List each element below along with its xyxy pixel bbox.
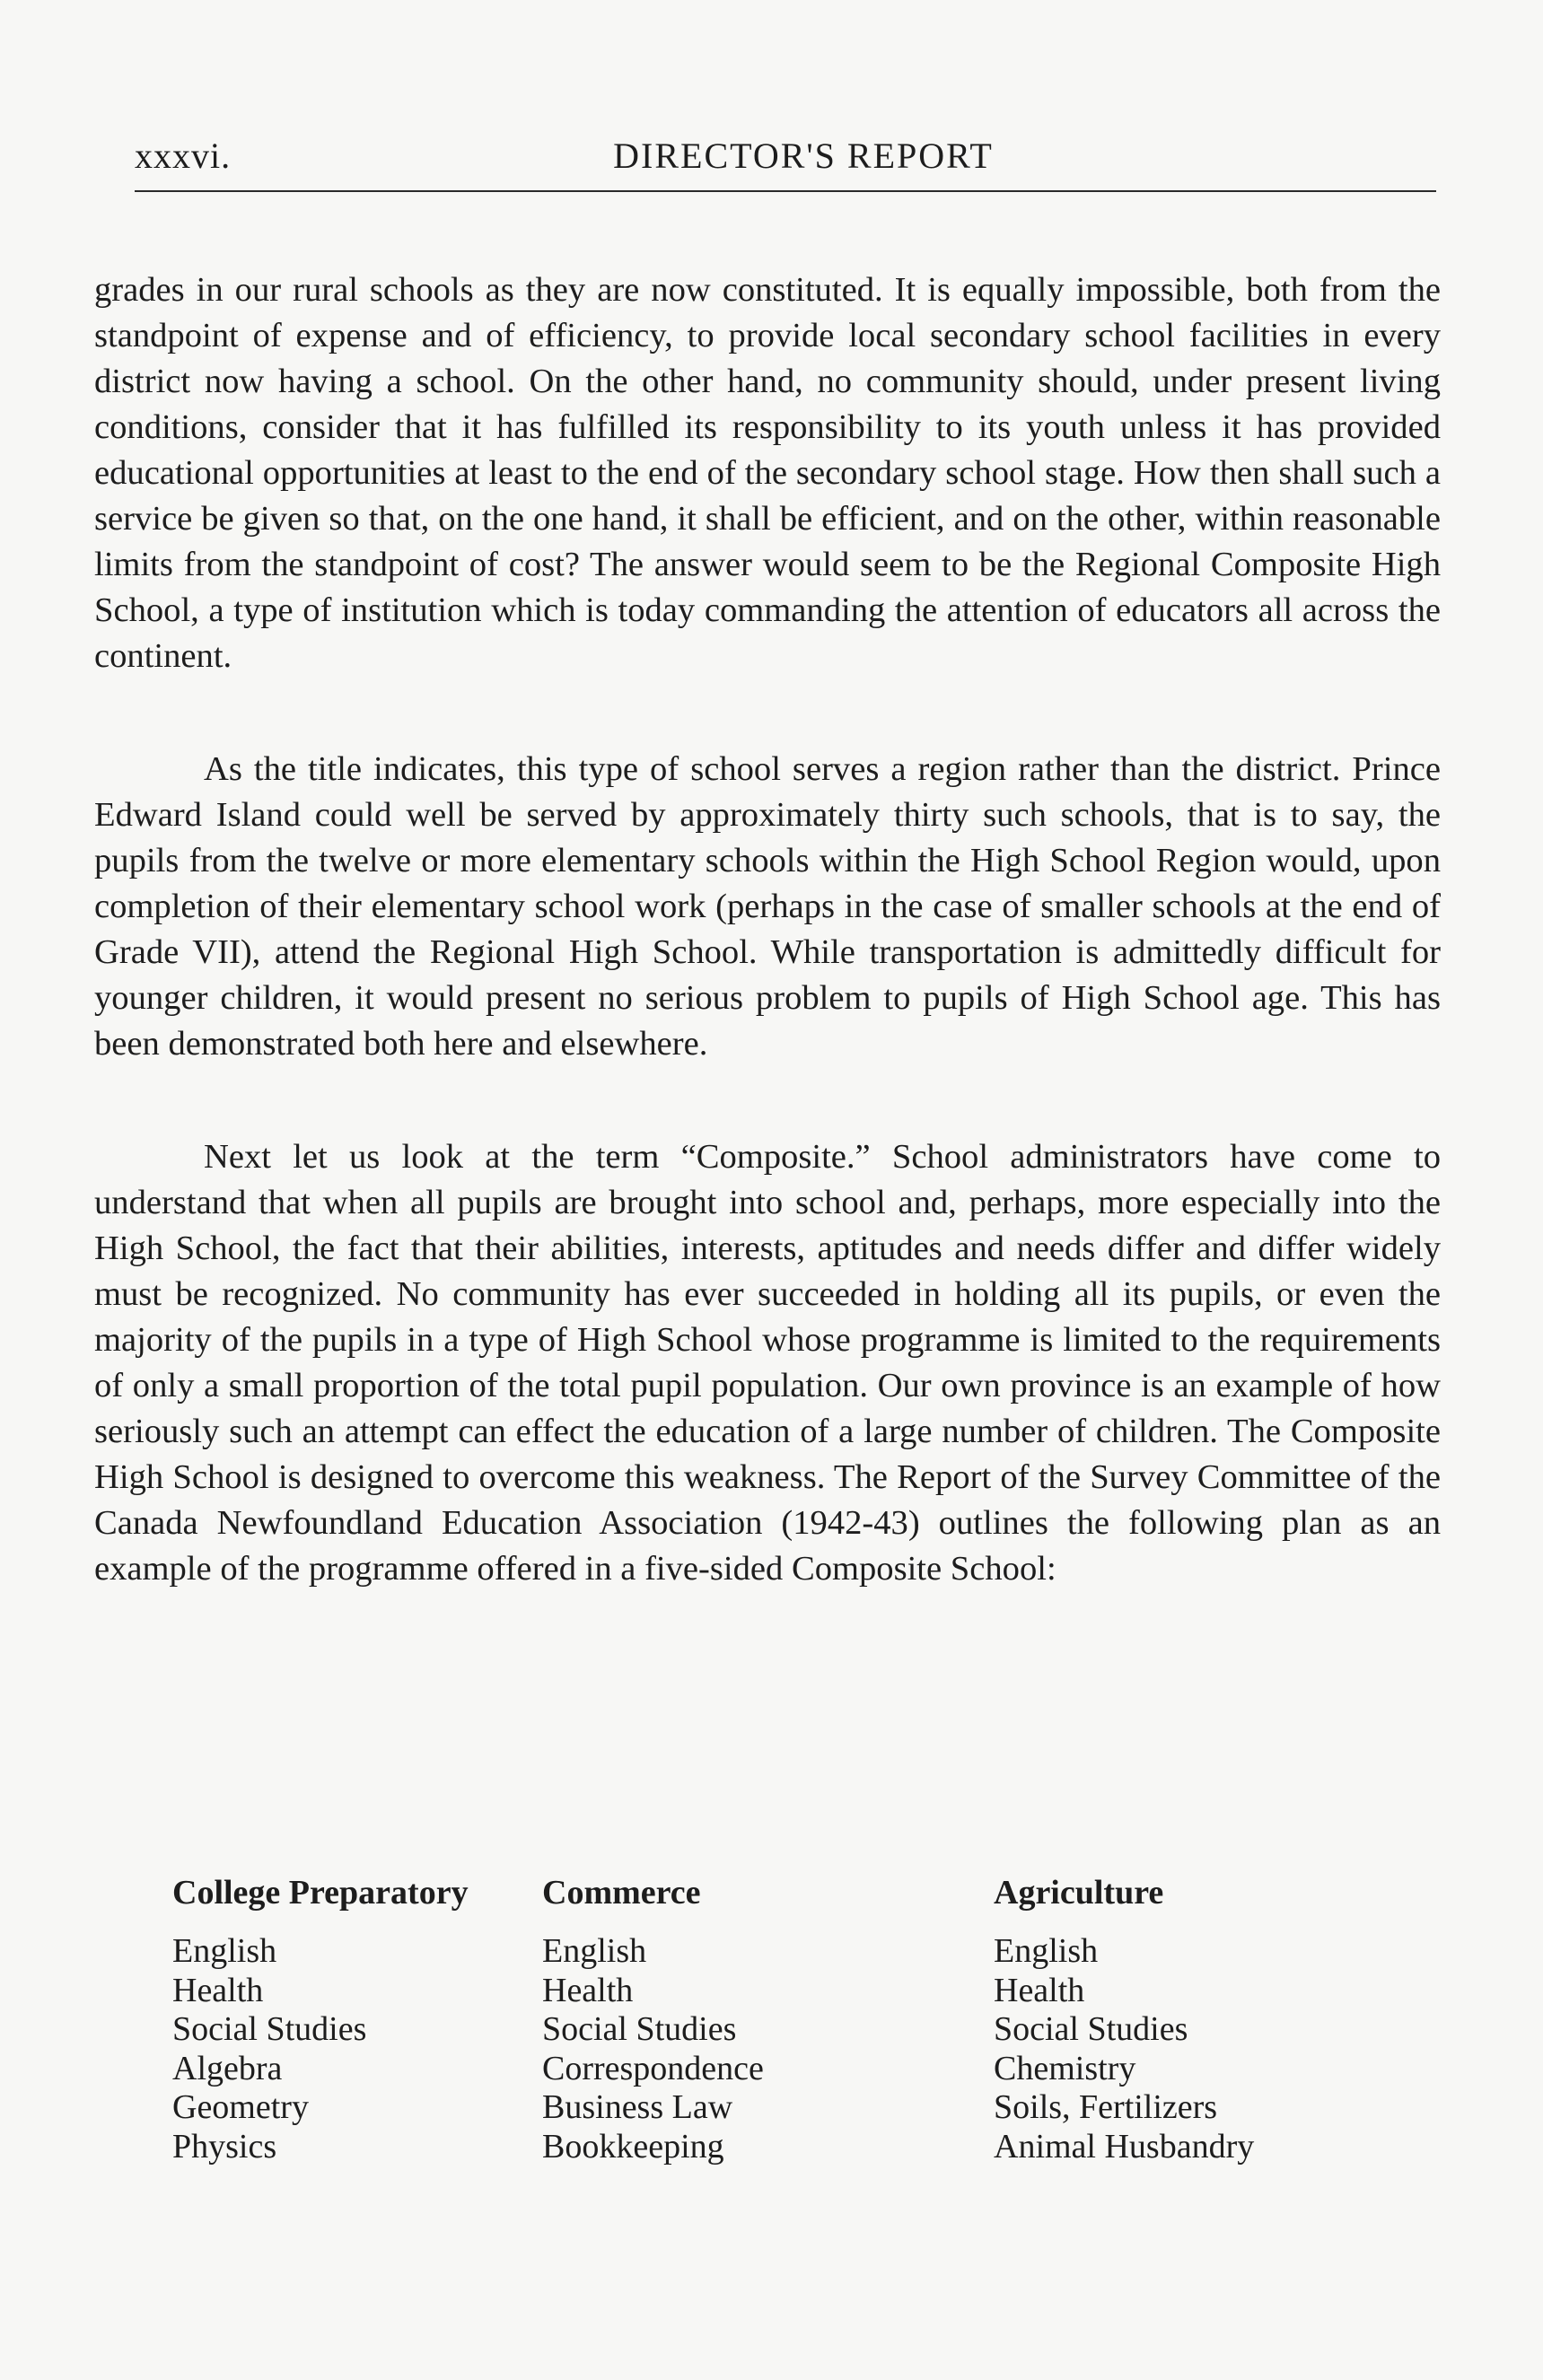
subject-item: Algebra [172, 2049, 283, 2087]
subject-list [994, 1932, 1425, 2166]
subject-item: Soils, Fertilizers [994, 2088, 1218, 2126]
column-heading: Agriculture [994, 1874, 1164, 1912]
page-header [135, 135, 1436, 192]
subject-item: Health [172, 1971, 264, 2009]
subject-item: Health [994, 1971, 1085, 2009]
paragraph-1: grades in our rural schools as they are now constituted. It is equally impossible, both from the standpoint of expense and of efficiency, to provide local secondary school facilities in every district now having a school. On the other hand, no community should, under present living conditions, consider that it has fulfilled its responsibility to its youth unless it has provided educational opportunities at least to the end of the secondary school stage. How then shall such a service be given so that, on the one hand, it shall be efficient, and on the other, within reasonable limits from the standpoint of cost? The answer would seem to be the Regional Composite High School, a type of institution which is today commanding the attention of educators all across the continent. [94, 271, 1441, 675]
programme-column-commerce [542, 1871, 901, 2166]
subject-item: English [542, 1932, 647, 1970]
subject-list [172, 1932, 531, 2166]
subject-item: Physics [172, 2127, 277, 2166]
subject-item: Correspondence [542, 2049, 764, 2087]
programme-column-agriculture [994, 1871, 1425, 2166]
subject-item: Health [542, 1971, 634, 2009]
subject-item: Social Studies [994, 2010, 1188, 2048]
page-number: xxxvi. [135, 136, 232, 176]
paragraph-3: Next let us look at the term “Composite.” School administrators have come to understand that when all pupils are brought into school and, perhaps, more especially into the High School, the fact that their abilities, interests, aptitudes and needs differ and differ widely must be recognized. No community has ever succeeded in holding all its pupils, or even the majority of the pupils in a type of High School whose programme is limited to the requirements of only a small proportion of the total pupil population. Our own province is an example of how seriously such an attempt can effect the education of a large number of children. The Composite High School is designed to overcome this weakness. The Report of the Survey Committee of the Canada Newfoundland Education Association (1942-43) outlines the following plan as an example of the programme offered in a five-sided Composite School: [94, 1138, 1441, 1588]
subject-list [542, 1932, 901, 2166]
subject-item: Animal Husbandry [994, 2127, 1255, 2166]
body-text [94, 267, 1441, 1592]
subject-item: Social Studies [172, 2010, 367, 2048]
programme-table [172, 1871, 1447, 2176]
subject-item: Social Studies [542, 2010, 737, 2048]
programme-column-college-preparatory [172, 1871, 531, 2166]
subject-item: Business Law [542, 2088, 733, 2126]
column-heading: Commerce [542, 1874, 701, 1912]
running-title: DIRECTOR'S REPORT [613, 136, 994, 176]
subject-item: Bookkeeping [542, 2127, 724, 2166]
subject-item: Geometry [172, 2088, 309, 2126]
paragraph-2: As the title indicates, this type of school serves a region rather than the district. Prince Edward Island could well be served by approximately thirty such schools, that is to say, the pupils from the twelve or more elementary schools within the High School Region would, upon completion of their elementary school work (perhaps in the case of smaller schools at the end of Grade VII), attend the Regional High School. While transportation is admittedly difficult for younger children, it would present no serious problem to pupils of High School age. This has been demonstrated both here and elsewhere. [94, 750, 1441, 1063]
subject-item: Chemistry [994, 2049, 1136, 2087]
column-heading: College Preparatory [172, 1874, 469, 1912]
subject-item: English [994, 1932, 1099, 1970]
subject-item: English [172, 1932, 277, 1970]
